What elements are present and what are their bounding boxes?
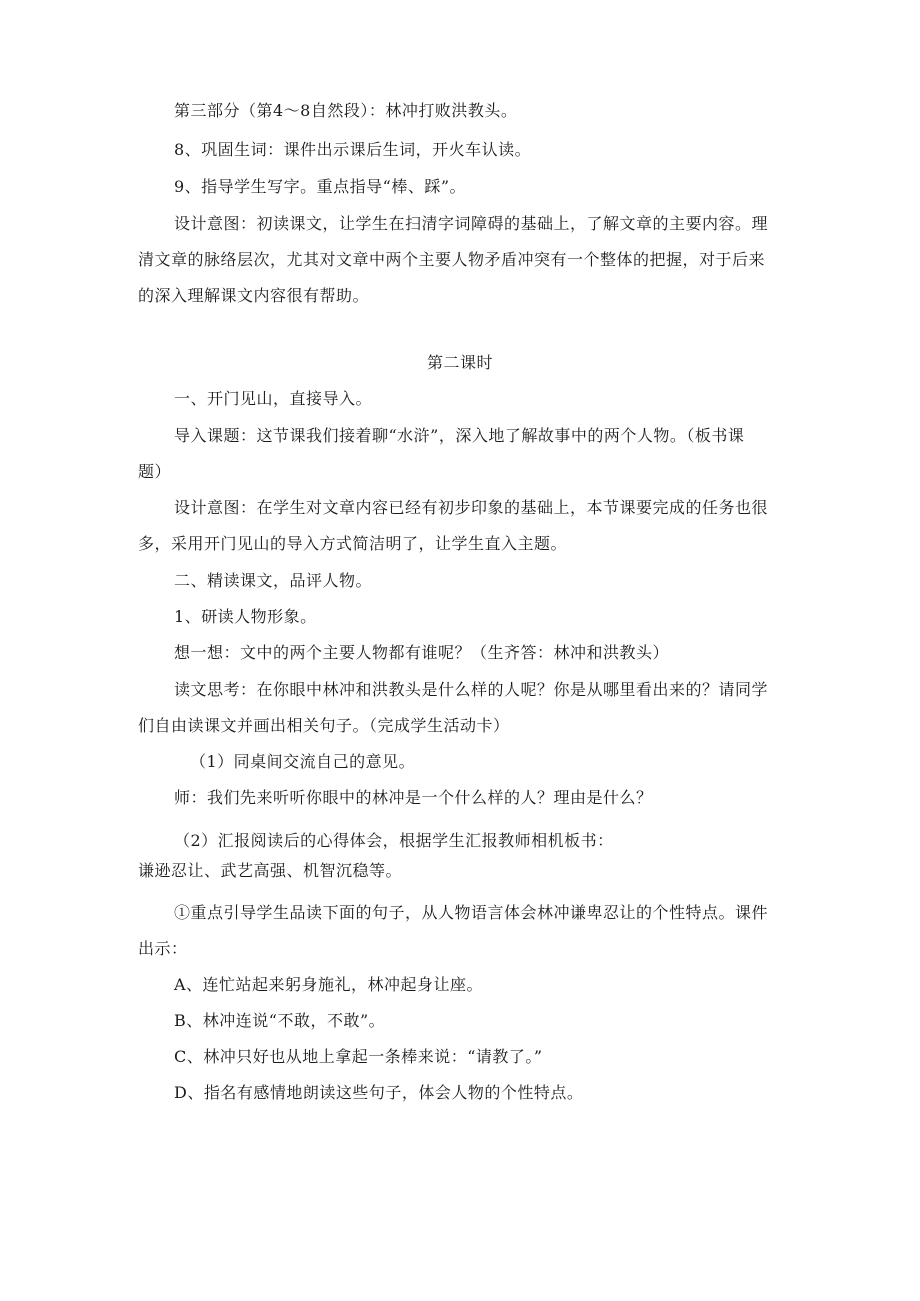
focus-guide-line-1: ①重点引导学生品读下面的句子，从人物语言体会林冲谦卑忍让的个性特点。课件 <box>174 903 769 922</box>
sentence-c: C、林冲只好也从地上拿起一条棒来说：“请教了。” <box>174 1047 543 1066</box>
heading-part-one: 一、开门见山，直接导入。 <box>174 389 373 408</box>
design-intent-2-line-2: 多，采用开门见山的导入方式简洁明了，让学生直入主题。 <box>138 534 568 553</box>
design-intent-1-line-1: 设计意图：初读课文，让学生在扫清字词障碍的基础上，了解文章的主要内容。理 <box>174 214 769 233</box>
paragraph-step-8: 8、巩固生词：课件出示课后生词，开火车认读。 <box>174 140 532 159</box>
design-intent-1-line-2: 清文章的脉络层次，尤其对文章中两个主要人物矛盾冲突有一个整体的把握，对于后来 <box>138 250 766 269</box>
intro-topic-line-2: 题） <box>138 462 172 481</box>
sentence-a: A、连忙站起来躬身施礼，林冲起身让座。 <box>174 975 484 994</box>
paragraph-step-9: 9、指导学生写字。重点指导“棒、踩”。 <box>174 177 467 196</box>
item-1: 1、研读人物形象。 <box>174 607 317 626</box>
reading-task-line-2: 们自由读课文并画出相关句子。（完成学生活动卡） <box>138 716 510 735</box>
focus-guide-line-2: 出示： <box>138 939 188 958</box>
teacher-question: 师：我们先来听听你眼中的林冲是一个什么样的人？理由是什么？ <box>174 788 653 807</box>
heading-part-two: 二、精读课文，品评人物。 <box>174 571 373 590</box>
design-intent-1-line-3: 的深入理解课文内容很有帮助。 <box>138 286 370 305</box>
reading-task-line-1: 读文思考：在你眼中林冲和洪教头是什么样的人呢？你是从哪里看出来的？请同学 <box>174 680 769 699</box>
section-title: 第二课时 <box>426 353 493 372</box>
sentence-d: D、指名有感情地朗读这些句子，体会人物的个性特点。 <box>174 1083 584 1102</box>
sentence-b: B、林冲连说“不敢，不敢”。 <box>174 1011 386 1030</box>
sub-item-1: （1）同桌间交流自己的意见。 <box>190 752 416 771</box>
intro-topic-line-1: 导入课题：这节课我们接着聊“水浒”，深入地了解故事中的两个人物。（板书课 <box>174 426 745 445</box>
board-notes: 谦逊忍让、武艺高强、机智沉稳等。 <box>138 861 403 880</box>
think-question: 想一想：文中的两个主要人物都有谁呢？（生齐答：林冲和洪教头） <box>174 643 670 662</box>
design-intent-2-line-1: 设计意图：在学生对文章内容已经有初步印象的基础上，本节课要完成的任务也很 <box>174 498 769 517</box>
paragraph-part-three: 第三部分（第4～8自然段）：林冲打败洪教头。 <box>174 101 518 120</box>
sub-item-2: （2）汇报阅读后的心得体会，根据学生汇报教师相机板书： <box>174 831 614 850</box>
